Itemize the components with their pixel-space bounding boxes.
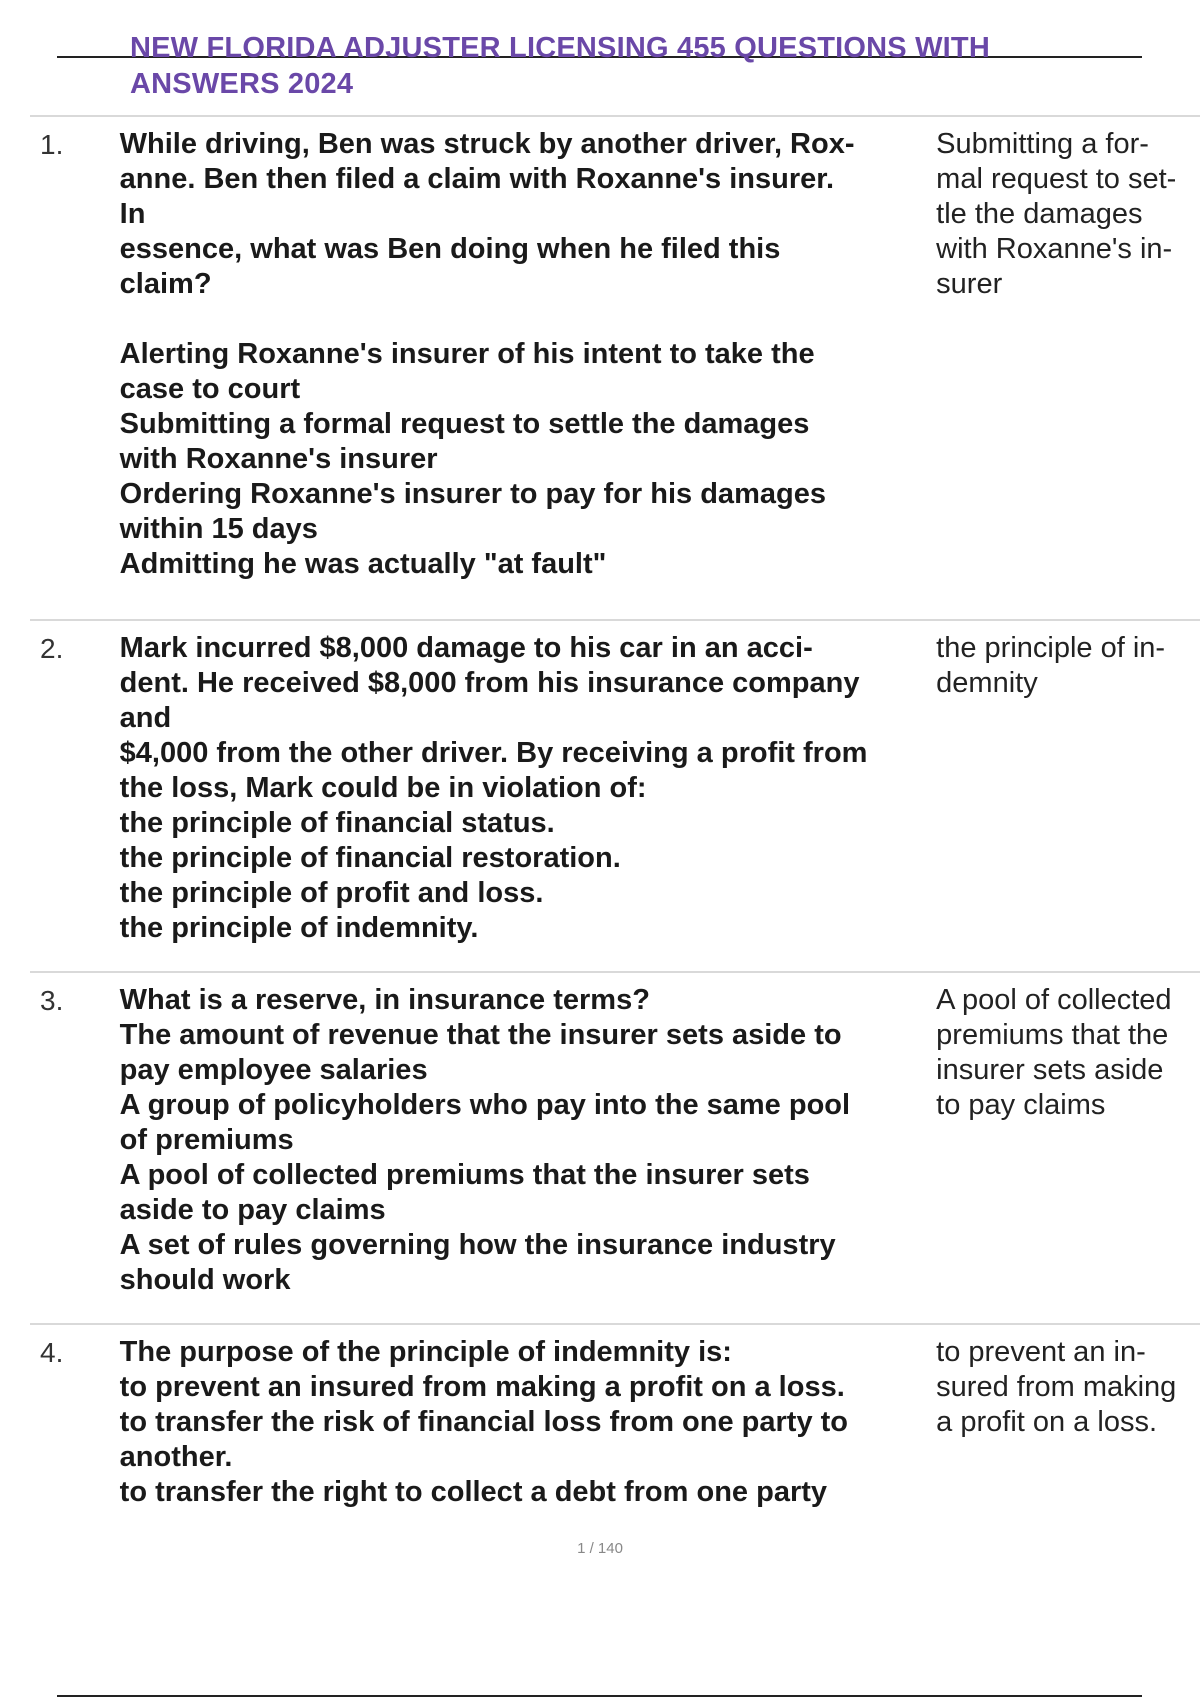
answer-text: to prevent an in- sured from making a profit on a loss. bbox=[936, 1336, 1177, 1438]
answer-text: A pool of collected premiums that the insurer sets aside to pay claims bbox=[936, 984, 1172, 1121]
qa-row-1 bbox=[30, 115, 1200, 619]
qa-row-2 bbox=[30, 619, 1200, 971]
option-1: The amount of revenue that the insurer sets aside to pay employee salaries bbox=[119, 1019, 842, 1086]
question-number: 4. bbox=[40, 1337, 64, 1368]
option-4: Admitting he was actually "at fault" bbox=[119, 548, 607, 580]
title-line-1: NEW FLORIDA ADJUSTER LICENSING 455 QUESTIONS WITH bbox=[130, 32, 990, 64]
qa-table bbox=[30, 115, 1200, 1535]
option-2: Submitting a formal request to settle the damages with Roxanne's insurer bbox=[119, 408, 810, 475]
option-3: to transfer the right to collect a debt from one party bbox=[119, 1476, 828, 1508]
option-2: to transfer the risk of financial loss from one party to another. bbox=[119, 1406, 849, 1473]
question-body bbox=[120, 1335, 927, 1535]
option-1: Alerting Roxanne's insurer of his intent to take the case to court bbox=[119, 338, 815, 405]
option-2: A group of policyholders who pay into the same pool of premiums bbox=[119, 1089, 851, 1156]
option-3: A pool of collected premiums that the insurer sets aside to pay claims bbox=[119, 1159, 810, 1226]
title-line-2: ANSWERS 2024 bbox=[130, 68, 354, 100]
option-4: A set of rules governing how the insurance industry should work bbox=[119, 1229, 836, 1296]
question-body bbox=[120, 983, 927, 1323]
option-3: Ordering Roxanne's insurer to pay for his damages within 15 days bbox=[119, 478, 826, 545]
document-title bbox=[130, 30, 1130, 102]
question-body bbox=[120, 631, 927, 971]
question-text: What is a reserve, in insurance terms? bbox=[119, 984, 650, 1016]
footer-rule bbox=[57, 1695, 1142, 1697]
question-body bbox=[120, 127, 927, 619]
question-number: 1. bbox=[40, 129, 64, 160]
question-text: While driving, Ben was struck by another driver, Rox- anne. Ben then filed a claim with Roxanne's insurer. In essence, what was Ben doing when he filed this claim? bbox=[119, 128, 855, 300]
qa-row-4 bbox=[30, 1323, 1200, 1535]
answer-text: the principle of in- demnity bbox=[936, 632, 1166, 699]
question-text: Mark incurred $8,000 damage to his car in an acci- dent. He received $8,000 from his insurance company and $4,000 from the other driver. By receiving a profit from the loss, Mark could be in violation of: bbox=[119, 632, 868, 804]
qa-row-3 bbox=[30, 971, 1200, 1323]
option-1: the principle of financial status. bbox=[119, 807, 555, 839]
question-number: 3. bbox=[40, 985, 64, 1016]
option-4: the principle of indemnity. bbox=[119, 912, 479, 944]
option-2: the principle of financial restoration. bbox=[119, 842, 621, 874]
answer-text: Submitting a for- mal request to set- tle the damages with Roxanne's in- surer bbox=[936, 128, 1177, 300]
question-number: 2. bbox=[40, 633, 64, 664]
option-1: to prevent an insured from making a profit on a loss. bbox=[119, 1371, 845, 1403]
option-3: the principle of profit and loss. bbox=[119, 877, 544, 909]
page-indicator: 1 / 140 bbox=[577, 1540, 623, 1557]
question-text: The purpose of the principle of indemnity is: bbox=[119, 1336, 732, 1368]
